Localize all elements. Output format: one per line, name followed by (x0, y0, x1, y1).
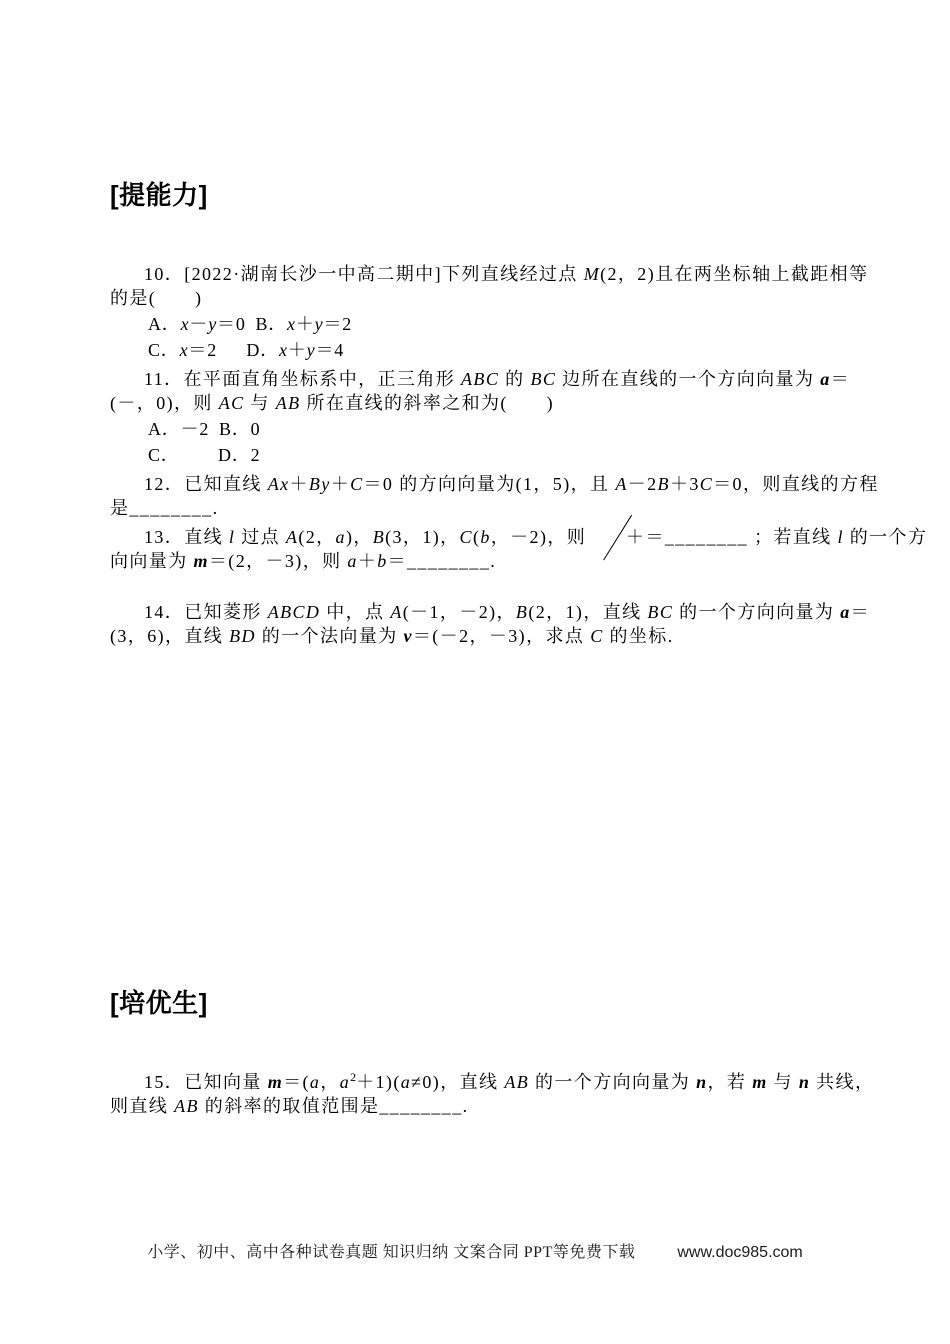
text-segment: B．0 (219, 419, 261, 439)
question-11-options-ab (110, 417, 850, 441)
text-segment: 所在直线的斜率之和为( ) (300, 393, 555, 413)
question-13-stem-line-1 (110, 525, 928, 549)
text-segment: ≠0)，直线 (411, 1072, 505, 1092)
text-segment: A． (148, 314, 181, 334)
text-segment: ＋1)( (356, 1072, 401, 1092)
text-segment: B (515, 602, 529, 622)
text-segment: A (390, 602, 403, 622)
text-segment: (2， (298, 527, 336, 547)
text-segment: AB (275, 393, 301, 413)
text-segment: a (339, 1072, 351, 1092)
question-10-stem-line-1 (110, 262, 869, 286)
text-segment: M (583, 264, 601, 284)
text-segment: ＝0 的方向向量为(1，5)，且 (363, 474, 616, 494)
text-segment: (3，1)， (385, 527, 460, 547)
text-segment: x (287, 314, 296, 334)
question-11-options-cd (110, 443, 850, 467)
text-segment: 与 (244, 393, 276, 413)
text-segment: l (837, 527, 844, 547)
question-12-stem-line-2 (110, 496, 850, 520)
text-segment: －2 (627, 474, 658, 494)
text-segment: v (403, 626, 413, 646)
text-segment: a (347, 551, 358, 571)
question-14-stem-line-2 (110, 624, 850, 648)
text-segment: B． (255, 314, 288, 334)
text-segment: ＝(－2，－3)，求点 (412, 626, 591, 646)
text-segment: m (267, 1072, 284, 1092)
text-segment: D．2 (218, 445, 261, 465)
text-segment: (－1，－2)， (402, 602, 516, 622)
text-segment: ＝ (830, 369, 851, 389)
text-segment: 12．已知直线 (144, 474, 268, 494)
text-segment: (3，6)，直线 (110, 626, 230, 646)
footer-text: 小学、初中、高中各种试卷真题 知识归纳 文案合同 PPT等免费下载 (147, 1244, 636, 1261)
text-segment: ＝2 (323, 314, 353, 334)
text-segment: 的斜率的取值范围是________. (198, 1096, 469, 1116)
text-segment: a (820, 369, 831, 389)
text-segment: y (306, 340, 316, 360)
page-footer (0, 1242, 950, 1264)
text-segment: 是________. (110, 498, 219, 518)
text-segment: ＝4 (315, 340, 345, 360)
text-segment: C (699, 474, 714, 494)
text-segment: ＋ (295, 314, 315, 334)
text-segment: 2 (350, 1070, 357, 1084)
text-segment: a (309, 1072, 321, 1092)
question-14-stem-line-1 (110, 600, 871, 624)
text-segment: C (350, 474, 364, 494)
text-segment: ＋ (357, 551, 378, 571)
text-segment: n (696, 1072, 708, 1092)
section-title-elite: [培优生] (110, 988, 208, 1018)
text-segment: 共线， (810, 1072, 875, 1092)
text-segment: ABC (461, 369, 500, 389)
text-segment: 13．直线 (144, 527, 229, 547)
text-segment: y (208, 314, 218, 334)
section-elite (110, 988, 875, 1118)
text-segment (180, 445, 218, 465)
text-segment: ＋ (289, 474, 309, 494)
text-segment: b (377, 551, 388, 571)
question-15-stem-line-2 (110, 1094, 850, 1118)
text-segment: ＝________ ；若直线 (645, 527, 838, 547)
text-segment: D． (246, 340, 280, 360)
text-segment: m (193, 551, 209, 571)
text-segment: 15．已知向量 (144, 1072, 268, 1092)
text-segment: 10．[2022·湖南长沙一中高二期中]下列直线经过点 (144, 264, 584, 284)
text-segment: ＝( (283, 1072, 310, 1092)
text-segment: ，若 (707, 1072, 753, 1092)
text-segment: 的一个法向量为 (255, 626, 404, 646)
text-segment: )， (345, 527, 373, 547)
text-segment (209, 419, 219, 439)
text-segment: (2，2)且在两坐标轴上截距相等 (600, 264, 869, 284)
text-segment: ＋ (330, 474, 351, 494)
text-segment: ＝0 (217, 314, 246, 334)
text-segment: AB (174, 1096, 199, 1116)
text-segment: － (189, 314, 209, 334)
text-segment (217, 340, 246, 360)
text-segment: B (372, 527, 386, 547)
text-segment: A．－2 (148, 419, 210, 439)
text-segment: AB (504, 1072, 530, 1092)
section-improve (110, 180, 928, 648)
text-segment: ( (472, 527, 481, 547)
text-segment: ＝________. (387, 551, 497, 571)
footer-url: www.doc985.com (677, 1244, 803, 1261)
text-segment: 的坐标. (603, 626, 674, 646)
text-segment: b (480, 527, 491, 547)
text-segment: y (314, 314, 324, 334)
text-segment: C． (148, 445, 180, 465)
text-segment: A (285, 527, 299, 547)
text-segment: x (180, 314, 190, 334)
text-segment: 中，点 (320, 602, 391, 622)
spacer (110, 573, 850, 595)
text-segment: ＝(2，－3)，则 (208, 551, 348, 571)
text-segment: By (308, 474, 331, 494)
text-segment: a (400, 1072, 412, 1092)
text-segment: n (798, 1072, 811, 1092)
text-segment: 的一个方向向量为 (529, 1072, 697, 1092)
text-segment: 14．已知菱形 (144, 602, 268, 622)
text-segment: ＋3 (669, 474, 700, 494)
text-segment: 11．在平面直角坐标系中，正三角形 (144, 369, 462, 389)
text-segment: Ax (267, 474, 290, 494)
text-segment: a (840, 602, 851, 622)
question-10-options-cd (110, 338, 850, 362)
question-12-stem-line-1 (110, 472, 879, 496)
text-segment: B (657, 474, 670, 494)
section-title-improve: [提能力] (110, 180, 208, 210)
text-segment: 过点 (235, 527, 286, 547)
text-segment: 的一个方向向量为 (673, 602, 841, 622)
text-segment: m (752, 1072, 768, 1092)
question-11-stem-line-2 (110, 391, 850, 415)
text-segment: 的是( ) (110, 288, 203, 308)
text-segment: ＝ (850, 602, 871, 622)
question-10-stem-line-2 (110, 286, 850, 310)
text-segment: C． (148, 340, 180, 360)
text-segment: ＋ (592, 525, 645, 549)
text-segment: l (228, 527, 236, 547)
text-segment: 的一个方 (843, 527, 928, 547)
text-segment: C (459, 527, 473, 547)
text-segment: ， (320, 1072, 340, 1092)
text-segment: 的 (499, 369, 531, 389)
question-10-options-ab (110, 312, 850, 336)
text-segment: x (279, 340, 288, 360)
text-segment: AC (218, 393, 245, 413)
text-segment: ABCD (267, 602, 321, 622)
text-segment: 则直线 (110, 1096, 175, 1116)
text-segment: BD (229, 626, 256, 646)
text-segment: A (615, 474, 628, 494)
text-segment: 边所在直线的一个方向向量为 (556, 369, 821, 389)
text-segment: a (335, 527, 346, 547)
text-segment: ，－2)，则 (490, 527, 593, 547)
text-segment: (－，0)，则 (110, 393, 219, 413)
text-segment: 与 (767, 1072, 799, 1092)
text-segment: C (590, 626, 604, 646)
text-segment: BC (647, 602, 674, 622)
question-13-stem-line-2 (110, 549, 850, 573)
text-segment: x (179, 340, 189, 360)
text-segment: 向向量为 (110, 551, 194, 571)
text-segment: ＋ (287, 340, 307, 360)
text-segment: ＝0，则直线的方程 (713, 474, 879, 494)
text-segment: BC (530, 369, 557, 389)
text-segment: ＝2 (188, 340, 218, 360)
text-segment (246, 314, 256, 334)
question-11-stem-line-1 (110, 367, 850, 391)
question-15-stem-line-1 (110, 1070, 875, 1094)
text-segment: (2，1)，直线 (528, 602, 648, 622)
